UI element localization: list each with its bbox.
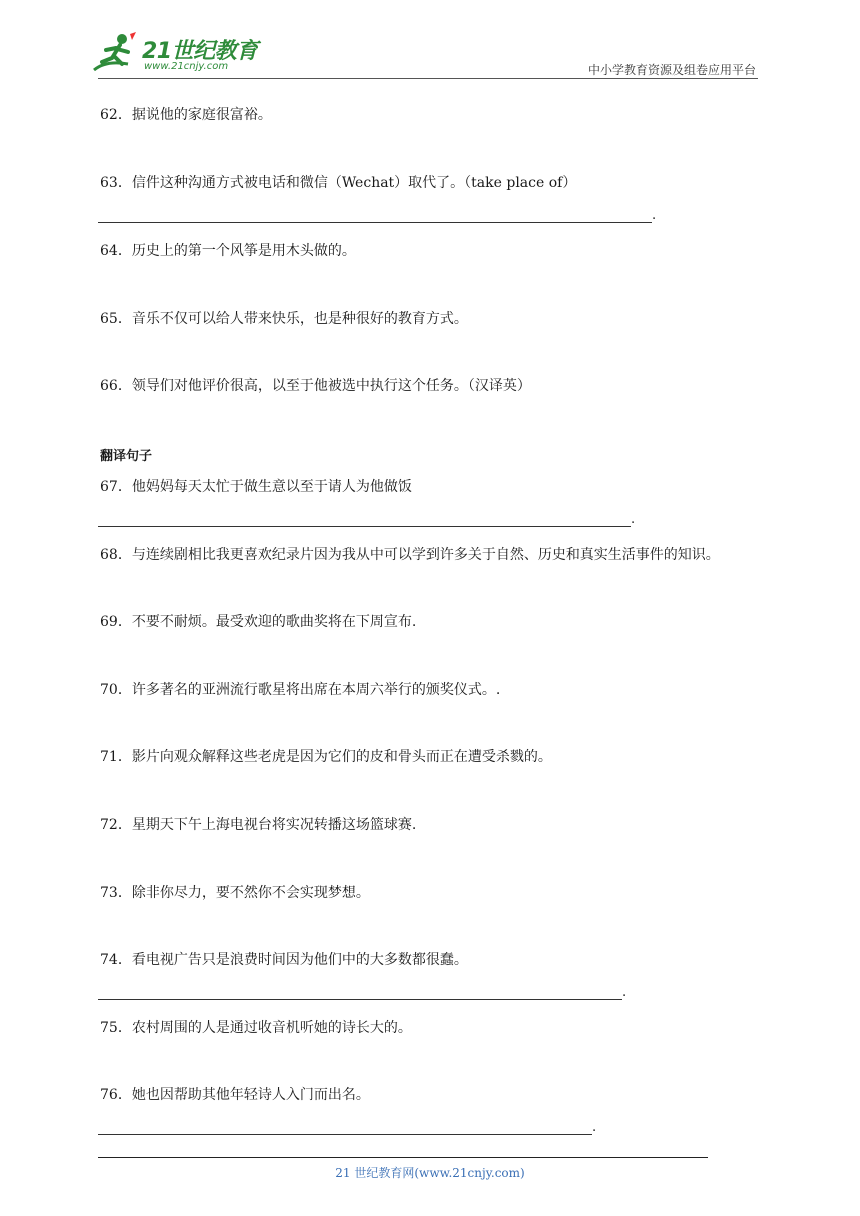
footer-text[interactable]: 21 世纪教育网(www.21cnjy.com) — [335, 1166, 525, 1180]
answer-period-67: . — [631, 512, 636, 527]
answer-period-76: . — [592, 1120, 597, 1135]
question-68: 68．与连续剧相比我更喜欢纪录片因为我从中可以学到许多关于自然、历史和真实生活事件的知识。 — [100, 547, 720, 563]
answer-line-74[interactable] — [98, 999, 622, 1000]
answer-line-63[interactable] — [98, 222, 652, 223]
runner-icon — [92, 30, 140, 76]
question-64: 64．历史上的第一个风筝是用木头做的。 — [100, 243, 356, 259]
question-70: 70．许多著名的亚洲流行歌星将出席在本周六举行的颁奖仪式。. — [100, 682, 501, 698]
question-74: 74．看电视广告只是浪费时间因为他们中的大多数都很蠢。 — [100, 952, 468, 968]
question-62: 62．据说他的家庭很富裕。 — [100, 107, 272, 123]
question-67: 67．他妈妈每天太忙于做生意以至于请人为他做饭 — [100, 479, 412, 495]
question-63: 63．信件这种沟通方式被电话和微信（Wechat）取代了。（take place of） — [100, 175, 577, 191]
question-71: 71．影片向观众解释这些老虎是因为它们的皮和骨头而正在遭受杀戮的。 — [100, 749, 552, 765]
site-logo — [92, 30, 262, 78]
question-76: 76．她也因帮助其他年轻诗人入门而出名。 — [100, 1087, 370, 1103]
answer-period-63: . — [652, 208, 657, 223]
answer-period-74: . — [622, 985, 627, 1000]
answer-line-67[interactable] — [98, 526, 631, 527]
header-platform-text: 中小学教育资源及组卷应用平台 — [587, 63, 756, 77]
logo-title: 21世纪教育 — [142, 39, 258, 64]
page-header — [0, 0, 860, 80]
question-66: 66．领导们对他评价很高，以至于他被选中执行这个任务。（汉译英） — [100, 378, 531, 394]
footer-divider — [98, 1157, 708, 1158]
section-title: 翻译句子 — [100, 449, 153, 464]
question-72: 72．星期天下午上海电视台将实况转播这场篮球赛. — [100, 817, 417, 833]
question-73: 73．除非你尽力，要不然你不会实现梦想。 — [100, 885, 370, 901]
question-75: 75．农村周围的人是通过收音机听她的诗长大的。 — [100, 1020, 412, 1036]
question-69: 69．不要不耐烦。最受欢迎的歌曲奖将在下周宣布. — [100, 614, 417, 630]
header-divider — [98, 78, 758, 79]
answer-line-76[interactable] — [98, 1134, 592, 1135]
logo-url: www.21cnjy.com — [144, 61, 229, 72]
question-65: 65．音乐不仅可以给人带来快乐，也是种很好的教育方式。 — [100, 311, 468, 327]
